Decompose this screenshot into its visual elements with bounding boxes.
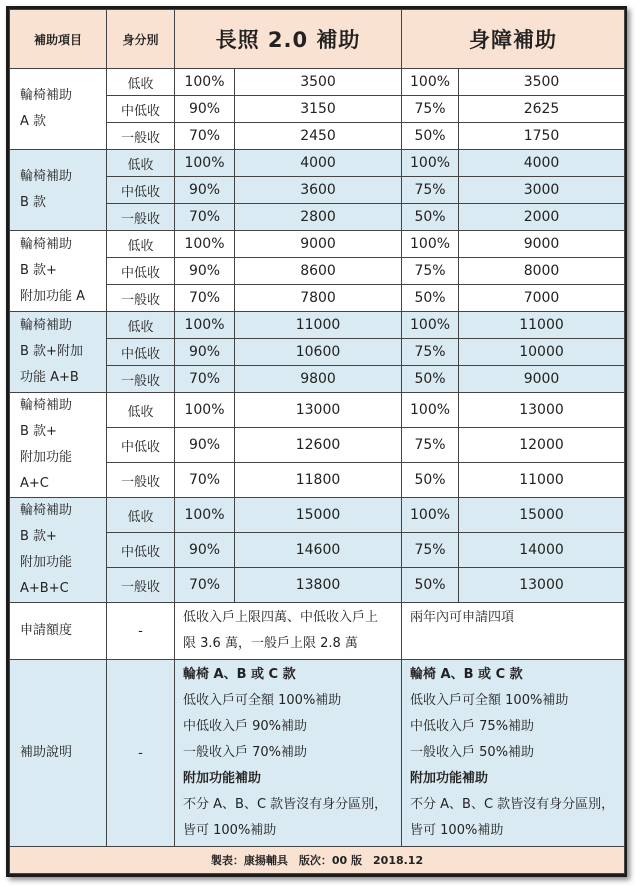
dis-amount-cell: 8000 [459,258,625,285]
ltc-pct-cell: 100% [175,498,235,533]
status-cell: 中低收 [107,428,175,463]
ltc-amount-cell: 8600 [235,258,402,285]
header-item: 補助項目 [10,10,107,69]
ltc-amount-cell: 3150 [235,96,402,123]
group-label: 輪椅補助 B 款+ 附加功能 A+C [10,393,107,498]
ltc-pct-cell: 90% [175,177,235,204]
dis-amount-cell: 13000 [459,568,625,603]
dis-pct-cell: 50% [402,463,459,498]
ltc-amount-cell: 4000 [235,150,402,177]
status-cell: 中低收 [107,96,175,123]
dis-amount-cell: 9000 [459,231,625,258]
dis-amount-cell: 9000 [459,366,625,393]
ltc-pct-cell: 70% [175,366,235,393]
ltc-amount-cell: 10600 [235,339,402,366]
ltc-amount-cell: 13800 [235,568,402,603]
ltc-pct-cell: 100% [175,231,235,258]
status-cell: 中低收 [107,258,175,285]
dis-pct-cell: 75% [402,533,459,568]
ltc-amount-cell: 9800 [235,366,402,393]
status-cell: 一般收 [107,123,175,150]
table-row [10,150,625,177]
footer-credit: 製表：康揚輔具 版次：00 版 2018.12 [10,847,625,874]
ltc-amount-cell: 11000 [235,312,402,339]
status-cell: 低收 [107,231,175,258]
table-row [10,498,625,533]
ltc-amount-cell: 3600 [235,177,402,204]
dis-pct-cell: 100% [402,69,459,96]
dis-pct-cell: 75% [402,258,459,285]
ltc-pct-cell: 70% [175,568,235,603]
table-row [10,69,625,96]
ltc-pct-cell: 90% [175,96,235,123]
dis-pct-cell: 75% [402,428,459,463]
dis-pct-cell: 75% [402,339,459,366]
quota-status: - [107,603,175,660]
status-cell: 一般收 [107,568,175,603]
table-row [10,231,625,258]
status-cell: 低收 [107,312,175,339]
ltc-amount-cell: 2450 [235,123,402,150]
status-cell: 一般收 [107,204,175,231]
dis-pct-cell: 100% [402,312,459,339]
quota-dis-text: 兩年內可申請四項 [402,603,625,660]
ltc-amount-cell: 13000 [235,393,402,428]
dis-pct-cell: 100% [402,393,459,428]
quota-row [10,603,625,660]
dis-pct-cell: 50% [402,123,459,150]
dis-amount-cell: 10000 [459,339,625,366]
ltc-amount-cell: 7800 [235,285,402,312]
ltc-pct-cell: 100% [175,69,235,96]
dis-pct-cell: 50% [402,366,459,393]
notes-row [10,660,625,847]
ltc-pct-cell: 70% [175,285,235,312]
header-status: 身分別 [107,10,175,69]
ltc-pct-cell: 90% [175,258,235,285]
notes-label: 補助說明 [10,660,107,847]
table-body [10,69,625,874]
group-label: 輪椅補助 B 款 [10,150,107,231]
dis-amount-cell: 1750 [459,123,625,150]
dis-pct-cell: 50% [402,204,459,231]
table-row [10,393,625,428]
group-label: 輪椅補助 B 款+附加 功能 A+B [10,312,107,393]
status-cell: 一般收 [107,285,175,312]
status-cell: 一般收 [107,366,175,393]
ltc-amount-cell: 15000 [235,498,402,533]
dis-amount-cell: 7000 [459,285,625,312]
dis-amount-cell: 2625 [459,96,625,123]
dis-amount-cell: 13000 [459,393,625,428]
footer-row [10,847,625,874]
subsidy-table-frame [6,6,627,877]
dis-amount-cell: 2000 [459,204,625,231]
dis-amount-cell: 11000 [459,463,625,498]
dis-pct-cell: 75% [402,177,459,204]
ltc-pct-cell: 70% [175,123,235,150]
dis-amount-cell: 11000 [459,312,625,339]
ltc-amount-cell: 12600 [235,428,402,463]
status-cell: 低收 [107,498,175,533]
ltc-pct-cell: 100% [175,150,235,177]
group-label: 輪椅補助 B 款+ 附加功能 A [10,231,107,312]
dis-amount-cell: 15000 [459,498,625,533]
dis-pct-cell: 100% [402,498,459,533]
dis-amount-cell: 12000 [459,428,625,463]
quota-ltc-text: 低收入戶上限四萬、中低收入戶上 限 3.6 萬，一般戶上限 2.8 萬 [175,603,402,660]
ltc-amount-cell: 9000 [235,231,402,258]
status-cell: 低收 [107,393,175,428]
dis-pct-cell: 50% [402,568,459,603]
header-ltc: 長照 2.0 補助 [175,10,402,69]
dis-amount-cell: 3000 [459,177,625,204]
group-label: 輪椅補助 A 款 [10,69,107,150]
table-row [10,312,625,339]
status-cell: 中低收 [107,339,175,366]
subsidy-table [9,9,625,874]
header-disability: 身障補助 [402,10,625,69]
dis-pct-cell: 50% [402,285,459,312]
ltc-pct-cell: 70% [175,463,235,498]
ltc-amount-cell: 3500 [235,69,402,96]
quota-label: 申請額度 [10,603,107,660]
ltc-pct-cell: 100% [175,312,235,339]
ltc-amount-cell: 14600 [235,533,402,568]
ltc-pct-cell: 90% [175,533,235,568]
dis-pct-cell: 100% [402,231,459,258]
dis-amount-cell: 3500 [459,69,625,96]
ltc-amount-cell: 11800 [235,463,402,498]
ltc-pct-cell: 90% [175,339,235,366]
ltc-pct-cell: 100% [175,393,235,428]
notes-ltc-text: 輪椅 A、B 或 C 款 低收入戶可全額 100%補助 中低收入戶 90%補助 一般收入戶 70%補助 附加功能補助 不分 A、B、C 款皆沒有身分區別， 皆可 100%補助 [175,660,402,847]
dis-pct-cell: 100% [402,150,459,177]
status-cell: 低收 [107,69,175,96]
dis-pct-cell: 75% [402,96,459,123]
ltc-pct-cell: 90% [175,428,235,463]
status-cell: 中低收 [107,177,175,204]
status-cell: 一般收 [107,463,175,498]
dis-amount-cell: 14000 [459,533,625,568]
status-cell: 低收 [107,150,175,177]
group-label: 輪椅補助 B 款+ 附加功能 A+B+C [10,498,107,603]
ltc-pct-cell: 70% [175,204,235,231]
dis-amount-cell: 4000 [459,150,625,177]
status-cell: 中低收 [107,533,175,568]
notes-dis-text: 輪椅 A、B 或 C 款 低收入戶可全額 100%補助 中低收入戶 75%補助 一般收入戶 50%補助 附加功能補助 不分 A、B、C 款皆沒有身分區別， 皆可 100%補助 [402,660,625,847]
ltc-amount-cell: 2800 [235,204,402,231]
notes-status: - [107,660,175,847]
